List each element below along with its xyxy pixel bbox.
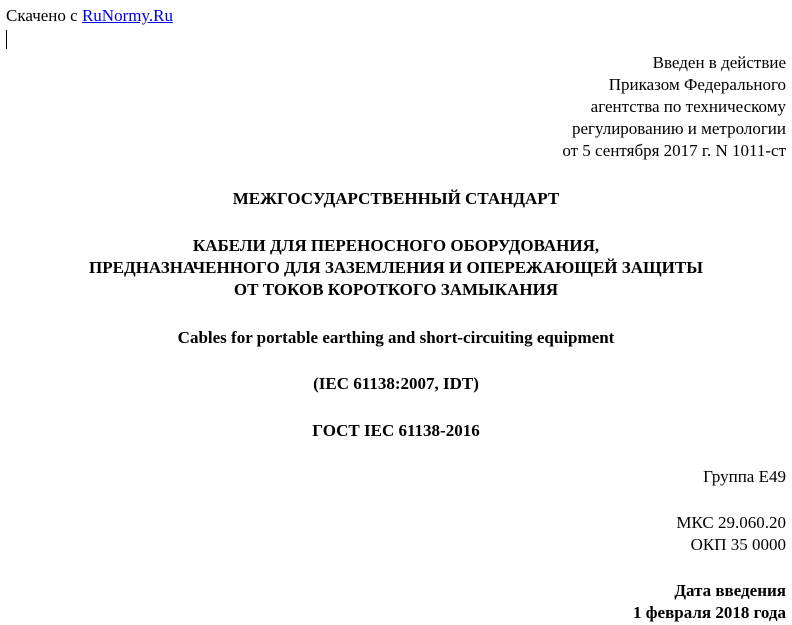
standard-type-heading: МЕЖГОСУДАРСТВЕННЫЙ СТАНДАРТ	[232, 189, 560, 208]
introduction-date-label: Дата введения	[674, 581, 786, 600]
document-title	[0, 235, 792, 301]
introduction-date	[633, 580, 786, 624]
enactment-line-3: агентства по техническому	[590, 97, 786, 116]
okp-code: ОКП 35 0000	[690, 535, 786, 554]
document-title-line-3: ОТ ТОКОВ КОРОТКОГО ЗАМЫКАНИЯ	[233, 280, 559, 299]
introduction-date-value: 1 февраля 2018 года	[633, 603, 786, 622]
document-title-line-2: ПРЕДНАЗНАЧЕННОГО ДЛЯ ЗАЗЕМЛЕНИЯ И ОПЕРЕЖАЮЩЕЙ ЗАЩИТЫ	[89, 258, 703, 277]
english-title: Cables for portable earthing and short-circuiting equipment	[177, 328, 615, 347]
iec-reference: (IEC 61138:2007, IDT)	[313, 374, 479, 393]
text-cursor	[6, 30, 7, 49]
enactment-line-2: Приказом Федерального	[608, 75, 786, 94]
document-title-line-1: КАБЕЛИ ДЛЯ ПЕРЕНОСНОГО ОБОРУДОВАНИЯ,	[192, 236, 600, 255]
group-code: Группа Е49	[703, 467, 786, 486]
downloaded-from-label: Скачено с	[6, 6, 82, 25]
runormy-link[interactable]: RuNormy.Ru	[81, 6, 173, 25]
gost-number: ГОСТ IEC 61138-2016	[312, 421, 480, 440]
enactment-notice	[562, 52, 786, 162]
enactment-line-1: Введен в действие	[652, 53, 786, 72]
classification-codes	[676, 512, 786, 556]
enactment-line-5: от 5 сентября 2017 г. N 1011-ст	[562, 141, 786, 160]
source-line	[6, 6, 173, 26]
enactment-line-4: регулированию и метрологии	[571, 119, 786, 138]
mks-code: МКС 29.060.20	[676, 513, 786, 532]
